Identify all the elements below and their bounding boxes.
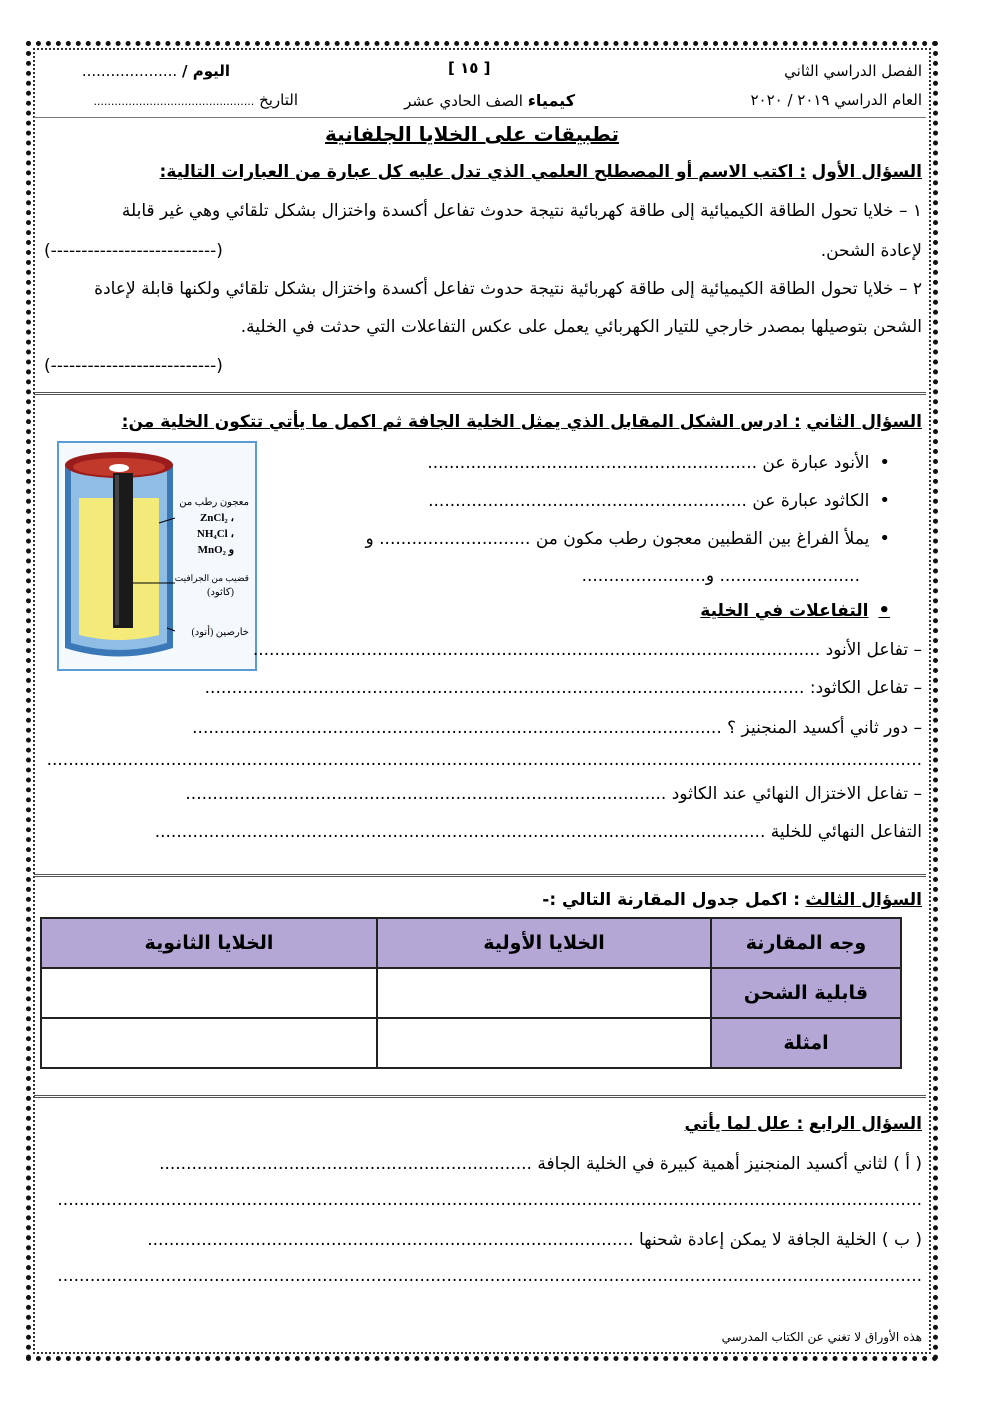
q1-item2-line2: الشحن بتوصيلها بمصدر خارجي للتيار الكهربائي يعمل على عكس التفاعلات التي حدثت في الخلية.: [240, 317, 922, 337]
date-label: التاريخ: [259, 91, 298, 109]
separator: [34, 392, 926, 395]
q1-answer-1[interactable]: (---------------------------): [44, 241, 223, 261]
table-header-cell: الخلايا الأولية: [377, 918, 711, 968]
header-rule: [34, 117, 926, 118]
q4-prompt: : علل لما يأتي: [684, 1114, 804, 1134]
q1-answer-2[interactable]: (---------------------------): [44, 356, 223, 376]
q1-prompt: : اكتب الاسم أو المصطلح العلمي الذي تدل عليه كل عبارة من العبارات التالية:: [159, 162, 807, 182]
q3-prompt: : اكمل جدول المقارنة التالي :-: [542, 890, 801, 910]
q2-anode[interactable]: • الأنود عبارة عن .............................................................: [427, 452, 890, 473]
table-header-cell: الخلايا الثانوية: [41, 918, 377, 968]
fig-label-zncl2: ZnCl₂ ،: [199, 512, 234, 524]
semester: الفصل الدراسي الثاني: [784, 62, 922, 80]
row-label: امثلة: [711, 1018, 901, 1068]
q1-label: السؤال الأول: [811, 162, 922, 182]
fig-label-paste: معجون رطب من: [179, 497, 249, 508]
fig-label-cathode: (كاثود): [207, 587, 234, 598]
q2-paste[interactable]: • يملأ الفراغ بين القطبين معجون رطب مكون من ............................ و: [366, 528, 890, 549]
q3-label: السؤال الثالث: [805, 890, 922, 910]
comparison-table: [40, 917, 902, 1069]
table-row: [41, 1018, 901, 1068]
q1-item2-line1: ٢ – خلايا تحول الطاقة الكيميائية إلى طاقة كهربائية نتيجة حدوث تفاعل أكسدة واختزال بشكل تلقائي ولكنها قابلة لإعادة: [94, 279, 922, 299]
q2-paste-line2[interactable]: .......................... و.......................: [581, 566, 860, 586]
q1-item1-line2: لإعادة الشحن.: [820, 241, 922, 261]
separator: [34, 874, 926, 877]
q2-cathode-reaction[interactable]: – تفاعل الكاثود: ...............................................................................................................: [204, 678, 922, 698]
page-number: [ ١٥ ]: [448, 59, 491, 77]
table-header-cell: وجه المقارنة: [711, 918, 901, 968]
grade: الصف الحادي عشر: [404, 92, 523, 110]
q2-anode-reaction[interactable]: – تفاعل الأنود .........................................................................................................: [252, 640, 922, 660]
subject: كيمياء: [527, 91, 575, 110]
q4-b[interactable]: ( ب ) الخلية الجافة لا يمكن إعادة شحنها ..........................................................................................: [147, 1230, 922, 1250]
day-label: اليوم /: [182, 62, 230, 80]
q4-b-dots[interactable]: ................................................................................................................................................................: [57, 1266, 922, 1286]
q2-prompt: : ادرس الشكل المقابل الذي يمثل الخلية الجافة ثم اكمل ما يأتي تتكون الخلية من:: [121, 412, 801, 432]
q2-reactions-title: • التفاعلات في الخلية: [700, 600, 890, 621]
academic-year: العام الدراسي ٢٠١٩ / ٢٠٢٠: [750, 91, 922, 109]
q2-mno2-role[interactable]: – دور ثاني أكسيد المنجنيز ؟ ..................................................................................................: [192, 718, 922, 738]
table-row: [41, 968, 901, 1018]
q2-extra-dots[interactable]: ..................................................................................................................................................................: [46, 750, 922, 770]
fig-label-mno2: MnO₂ و: [197, 544, 234, 556]
row-label: قابلية الشحن: [711, 968, 901, 1018]
table-header-row: [41, 918, 901, 968]
q4-a[interactable]: ( أ ) لثاني أكسيد المنجنيز أهمية كبيرة في الخلية الجافة .....................................................................: [159, 1154, 922, 1174]
day-dots: ....................: [81, 62, 178, 80]
q2-label: السؤال الثاني: [806, 412, 922, 432]
table-cell[interactable]: [377, 968, 711, 1018]
q2-cathode[interactable]: • الكاثود عبارة عن ...........................................................: [428, 490, 890, 511]
dry-cell-figure: [57, 441, 257, 671]
q4-a-dots[interactable]: ................................................................................................................................................................: [57, 1190, 922, 1210]
q2-overall-reaction[interactable]: التفاعل النهائي للخلية .................................................................................................................: [154, 822, 922, 842]
footer-note: هذه الأوراق لا تغني عن الكتاب المدرسي: [721, 1330, 922, 1344]
dry-cell-diagram: [59, 443, 255, 669]
q2-final-reduction[interactable]: – تفاعل الاختزال النهائي عند الكاثود .........................................................................................: [185, 784, 922, 804]
table-cell[interactable]: [41, 968, 377, 1018]
separator: [34, 1095, 926, 1098]
q1-item1-line1: ١ – خلايا تحول الطاقة الكيميائية إلى طاقة كهربائية نتيجة حدوث تفاعل أكسدة واختزال بشكل تلقائي وهي غير قابلة: [121, 201, 922, 221]
table-cell[interactable]: [41, 1018, 377, 1068]
fig-label-rod: قضيب من الجرافيت: [174, 573, 249, 583]
page-title: تطبيقات على الخلايا الجلفانية: [325, 122, 619, 146]
table-cell[interactable]: [377, 1018, 711, 1068]
q4-label: السؤال الرابع: [808, 1114, 922, 1134]
fig-label-nh4cl: NH₄Cl ،: [196, 528, 234, 540]
date-dots: ..............................................: [93, 95, 255, 108]
fig-label-zinc: خارصين (أنود): [191, 627, 249, 638]
